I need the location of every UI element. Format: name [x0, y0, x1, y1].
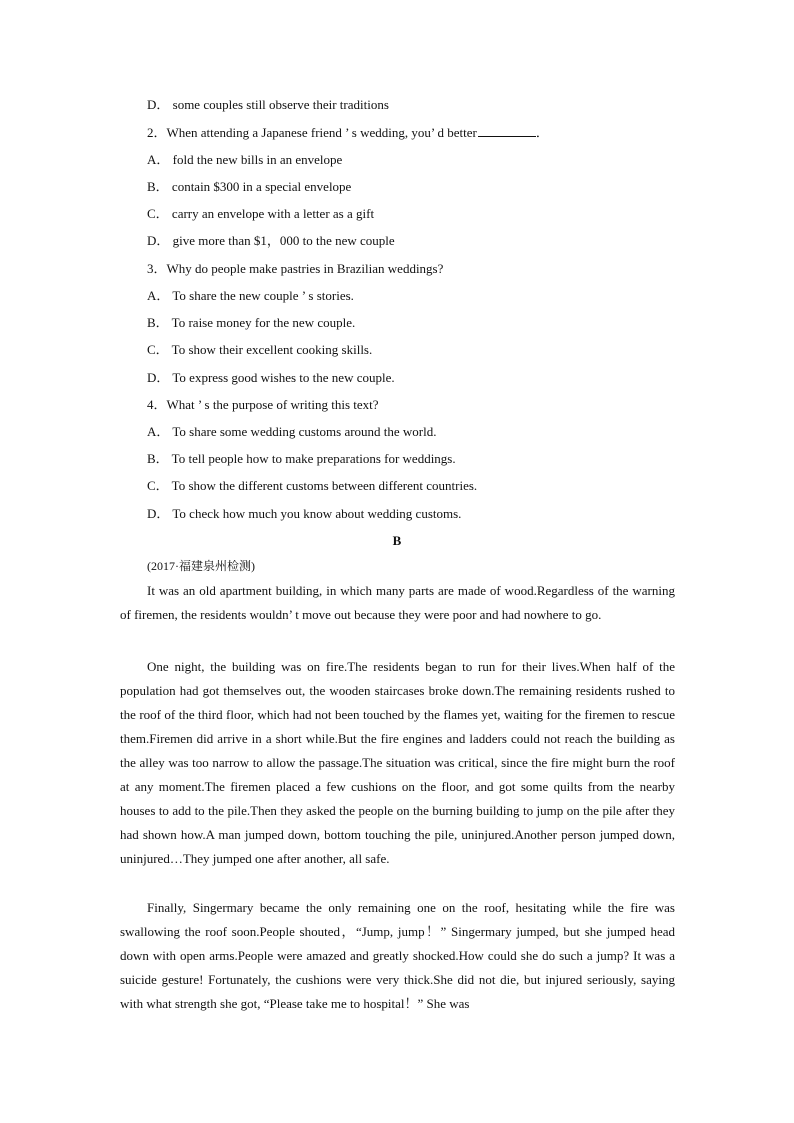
- q4-option-d: D． To check how much you know about wedding customs.: [147, 506, 462, 521]
- q2-stem-end: ．: [535, 125, 549, 140]
- source-note: (2017·福建泉州检测): [147, 559, 255, 573]
- section-heading: B: [392, 533, 402, 548]
- q1-option-d: D． some couples still observe their traditions: [147, 97, 389, 112]
- q4-option-c: C． To show the different customs between different countries.: [147, 478, 478, 493]
- q4-option-b: B． To tell people how to make preparations for weddings.: [147, 451, 456, 466]
- q2-option-d: D． give more than $1，000 to the new couple: [147, 233, 395, 248]
- paragraph-2: One night, the building was on fire.The residents began to run for their lives.When half of the population had got themselves out, the wooden staircases broke down.The remaining residents rushed to the roof of the third floor, which had not been touched by the flames yet, waiting for the firemen to rescue them.Firemen did arrive in a short while.But the fire engines and ladders could not reach the building as the alley was too narrow to allow the passage.The situation was critical, since the fire might burn the roof at any moment.The firemen placed a few cushions on the floor, and got some quilts from the nearby houses to add to the pile.Then they asked the people on the burning building to jump on the pile after they had shown how.A man jumped down, bottom touching the pile, uninjured.Another person jumped down, uninjured…They jumped one after another, all safe.: [120, 659, 675, 866]
- q2-option-a: A． fold the new bills in an envelope: [147, 152, 343, 167]
- q3-option-b: B． To raise money for the new couple.: [147, 315, 356, 330]
- q4-stem: 4．What ’ s the purpose of writing this text?: [147, 397, 379, 412]
- q3-option-a: A． To share the new couple ’ s stories.: [147, 288, 354, 303]
- answer-blank: [478, 124, 536, 137]
- q3-option-d: D． To express good wishes to the new couple.: [147, 370, 395, 385]
- q3-option-c: C． To show their excellent cooking skills.: [147, 342, 373, 357]
- q4-option-a: A． To share some wedding customs around the world.: [147, 424, 437, 439]
- q2-option-b: B． contain $300 in a special envelope: [147, 179, 352, 194]
- q3-stem: 3．Why do people make pastries in Brazilian weddings?: [147, 261, 444, 276]
- paragraph-3: Finally, Singermary became the only remaining one on the roof, hesitating while the fire was swallowing the roof soon.People shouted，“Jump, jump！” Singermary jumped, but she jumped head down with open arms.People were amazed and greatly shocked.How could she do such a jump? It was a suicide gesture! Fortunately, the cushions were very thick.She did not die, but injured seriously, saying with what strength she got, “Please take me to hospital！” She was: [120, 900, 675, 1011]
- q2-option-c: C． carry an envelope with a letter as a gift: [147, 206, 375, 221]
- q2-stem: [147, 124, 549, 141]
- q2-stem-text: 2．When attending a Japanese friend ’ s wedding, you’ d better: [147, 125, 477, 140]
- paragraph-1: It was an old apartment building, in which many parts are made of wood.Regardless of the warning of firemen, the residents wouldn’ t move out because they were poor and had nowhere to go.: [120, 583, 675, 622]
